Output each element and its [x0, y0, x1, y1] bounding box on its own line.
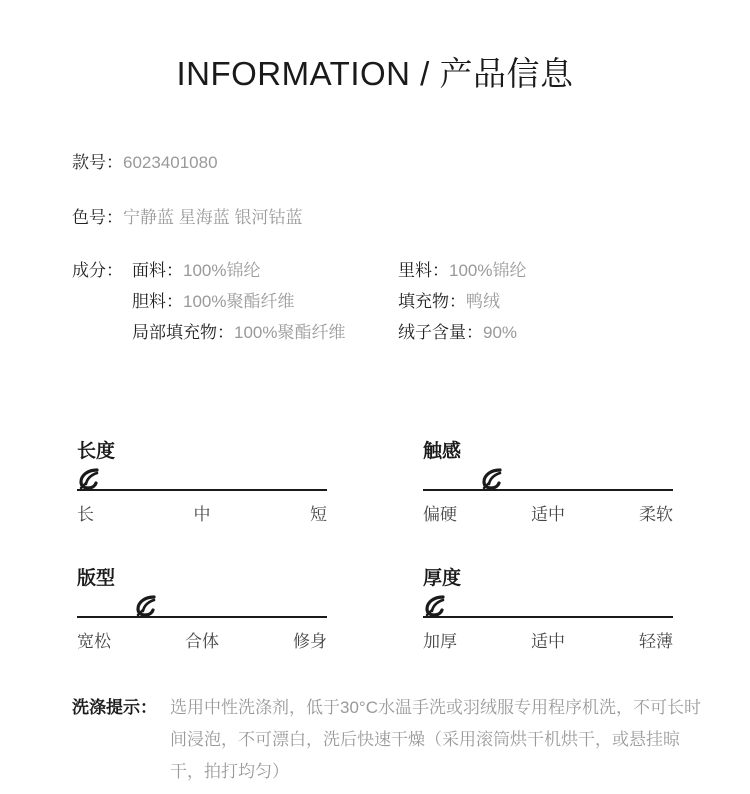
leaf-logo-icon — [480, 467, 504, 491]
composition-item-label: 胆料： — [132, 292, 183, 311]
composition-item-value: 90% — [483, 323, 518, 342]
composition-item — [398, 287, 500, 312]
gauge-scale-low: 加厚 — [423, 632, 457, 651]
gauge-title: 触感 — [423, 441, 462, 462]
gauge-scale-mid: 中 — [193, 505, 211, 524]
color-number-value: 宁静蓝 星海蓝 银河钴蓝 — [123, 208, 303, 227]
gauge-scale-low: 长 — [77, 505, 94, 524]
gauge-title: 版型 — [77, 568, 116, 589]
gauge-scale-high: 轻薄 — [639, 632, 673, 651]
composition-item-value: 100%锦纶 — [183, 261, 261, 280]
style-number-value: 6023401080 — [123, 153, 218, 172]
composition-item — [398, 256, 526, 281]
gauge-track — [77, 489, 327, 491]
composition-item — [132, 287, 294, 312]
style-number-row — [72, 148, 218, 173]
color-number-label: 色号： — [72, 208, 123, 227]
gauge-scale-low: 偏硬 — [423, 505, 457, 524]
composition-item-value: 鸭绒 — [466, 292, 500, 311]
gauge-scale-high: 短 — [310, 505, 327, 524]
composition-item-label: 绒子含量： — [398, 323, 483, 342]
gauge-scale-low: 宽松 — [77, 632, 111, 651]
care-text: 选用中性洗涤剂，低于30°C水温手洗或羽绒服专用程序机洗，不可长时间浸泡，不可漂白，洗后快速干燥（采用滚筒烘干机烘干，或悬挂晾干，拍打均匀） — [170, 698, 701, 781]
leaf-logo-icon — [134, 594, 158, 618]
gauge-fit — [77, 563, 327, 658]
gauge-touch — [423, 436, 673, 531]
composition-item-label: 局部填充物： — [132, 323, 234, 342]
gauge-track — [423, 489, 673, 491]
gauge-title: 厚度 — [423, 568, 462, 589]
style-number-label: 款号： — [72, 153, 123, 172]
composition-item — [132, 256, 260, 281]
composition-label: 成分： — [72, 261, 123, 280]
composition-item — [398, 318, 517, 343]
gauge-length — [77, 436, 327, 531]
composition-item-label: 面料： — [132, 261, 183, 280]
leaf-logo-icon — [77, 467, 101, 491]
gauge-scale-high: 修身 — [293, 632, 327, 651]
composition-item-value: 100%聚酯纤维 — [183, 292, 295, 311]
gauge-scale-mid: 合体 — [185, 632, 219, 651]
gauge-scale-mid: 适中 — [531, 505, 565, 524]
composition-item-value: 100%锦纶 — [449, 261, 527, 280]
gauge-track — [77, 616, 327, 618]
page-title: INFORMATION / 产品信息 — [176, 55, 574, 92]
gauge-title: 长度 — [77, 441, 116, 462]
composition-item-value: 100%聚酯纤维 — [234, 323, 346, 342]
gauge-scale-mid: 适中 — [531, 632, 565, 651]
composition-item-label: 里料： — [398, 261, 449, 280]
leaf-logo-icon — [423, 594, 447, 618]
composition-item-label: 填充物： — [398, 292, 466, 311]
color-number-row — [72, 203, 302, 228]
gauge-thickness — [423, 563, 673, 658]
gauge-scale-high: 柔软 — [639, 505, 673, 524]
care-label: 洗涤提示： — [72, 698, 157, 717]
composition-item — [132, 318, 345, 343]
gauge-track — [423, 616, 673, 618]
